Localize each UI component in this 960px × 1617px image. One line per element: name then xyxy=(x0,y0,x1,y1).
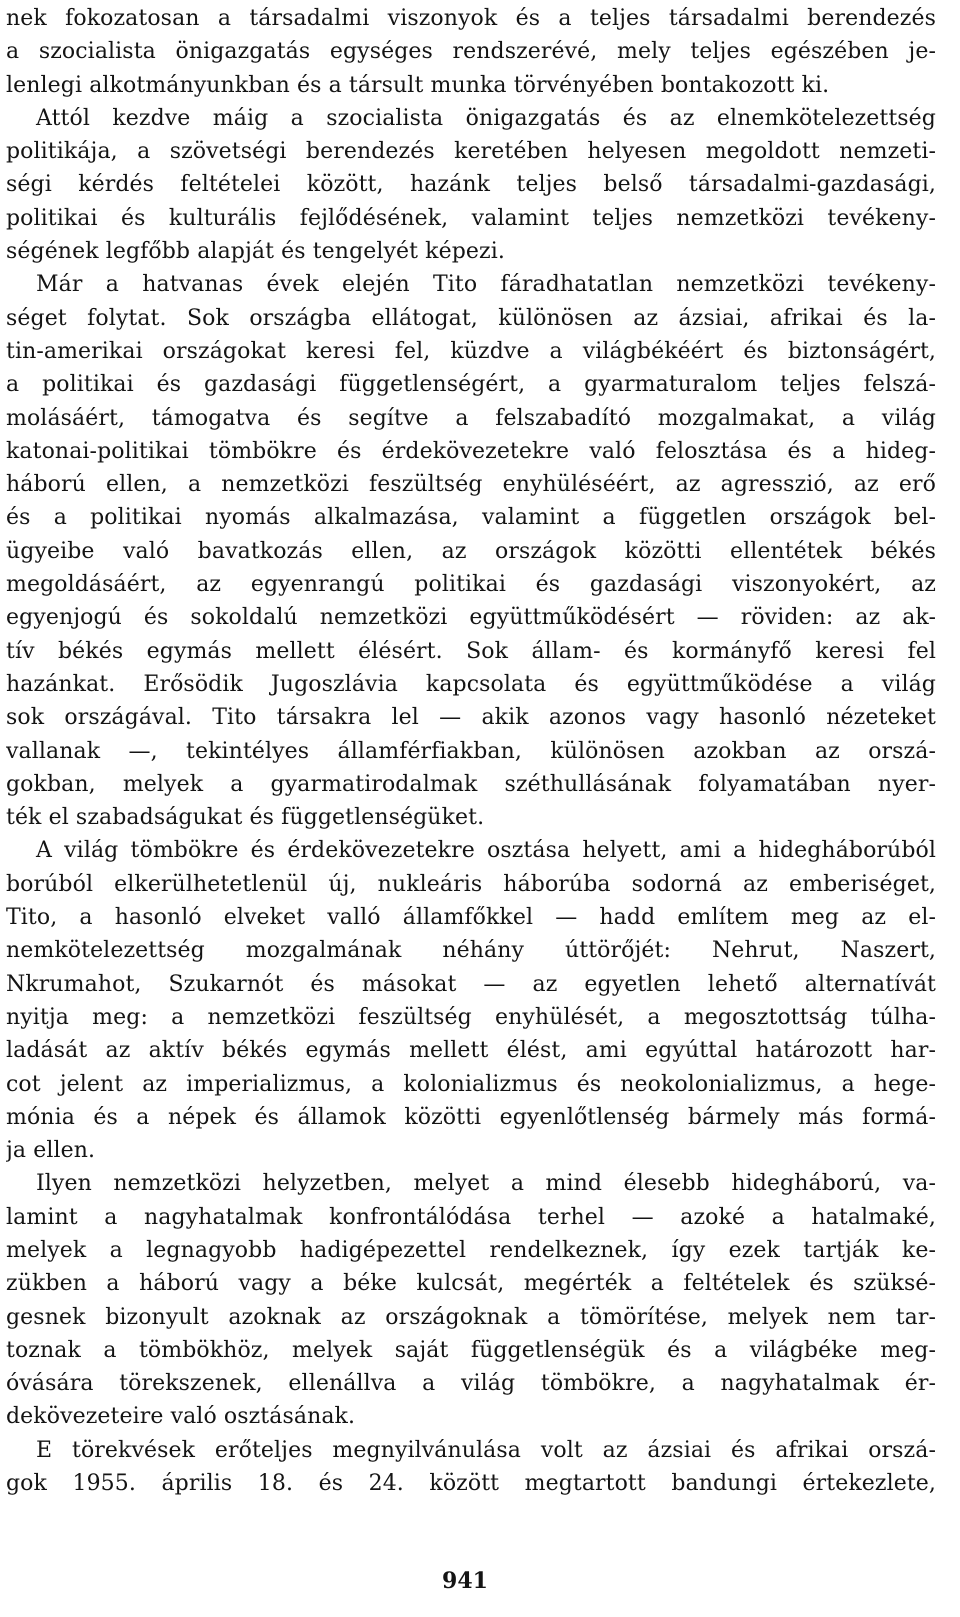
text-line: tív békés egymás mellett élésért. Sok állam- és kormányfő keresi fel xyxy=(6,638,936,664)
text-line: lamint a nagyhatalmak konfrontálódása terhel — azoké a hatalmaké, xyxy=(6,1204,936,1230)
paragraph-start-line: Attól kezdve máig a szocialista önigazgatás és az elnemkötelezettség xyxy=(36,105,936,131)
text-line: gesnek bizonyult azoknak az országoknak a tömörítése, melyek nem tar- xyxy=(6,1304,936,1330)
paragraph-start-line: Már a hatvanas évek elején Tito fáradhatatlan nemzetközi tevékeny- xyxy=(36,272,936,298)
body-text xyxy=(6,2,936,1500)
text-line: nemkötelezettség mozgalmának néhány úttörőjét: Nehrut, Naszert, xyxy=(6,938,936,964)
text-line: melyek a legnagyobb hadigépezettel rendelkeznek, így ezek tartják ke- xyxy=(6,1237,936,1263)
paragraph-start-line: E törekvések erőteljes megnyilvánulása volt az ázsiai és afrikai orszá- xyxy=(36,1437,936,1463)
text-line: zükben a háború vagy a béke kulcsát, megérték a feltételek és szüksé- xyxy=(6,1271,936,1297)
text-line: ügyeibe való bavatkozás ellen, az országok közötti ellentétek békés xyxy=(6,538,936,564)
text-line: és a politikai nyomás alkalmazása, valamint a független országok bel- xyxy=(6,505,936,531)
text-line: ségi kérdés feltételei között, hazánk teljes belső társadalmi-gazdasági, xyxy=(6,172,936,198)
text-line: dekövezeteire való osztásának. xyxy=(6,1404,356,1430)
text-line: politikai és kulturális fejlődésének, valamint teljes nemzetközi tevékeny- xyxy=(6,205,936,231)
text-line: megoldásáért, az egyenrangú politikai és gazdasági viszonyokért, az xyxy=(6,572,936,598)
text-line: mónia és a népek és államok közötti egyenlőtlenség bármely más formá- xyxy=(6,1104,936,1130)
text-line: sok országával. Tito társakra lel — akik azonos vagy hasonló nézeteket xyxy=(6,705,936,731)
text-line: lenlegi alkotmányunkban és a társult munka törvényében bontakozott ki. xyxy=(6,72,830,98)
text-line: nek fokozatosan a társadalmi viszonyok és a teljes társadalmi berendezés xyxy=(6,6,936,31)
text-line: Nkrumahot, Szukarnót és másokat — az egyetlen lehető alternatívát xyxy=(6,971,936,997)
text-line: ja ellen. xyxy=(6,1138,96,1164)
text-line: katonai-politikai tömbökre és érdekövezetekre való felosztása és a hideg- xyxy=(6,438,936,464)
text-line: gokban, melyek a gyarmatirodalmak széthullásának folyamatában nyer- xyxy=(6,771,936,797)
paragraph-start-line: A világ tömbökre és érdekövezetekre osztása helyett, ami a hidegháborúból xyxy=(36,838,936,864)
text-line: óvására törekszenek, ellenállva a világ tömbökre, a nagyhatalmak ér- xyxy=(6,1371,936,1397)
text-line: vallanak —, tekintélyes államférfiakban, különösen azokban az orszá- xyxy=(6,738,936,764)
text-line: politikája, a szövetségi berendezés keretében helyesen megoldott nemzeti- xyxy=(6,139,936,165)
text-line: tin-amerikai országokat keresi fel, küzdve a világbékéért és biztonságért, xyxy=(6,338,936,364)
text-line: séget folytat. Sok országba ellátogat, különösen az ázsiai, afrikai és la- xyxy=(6,305,936,331)
text-line: ladását az aktív békés egymás mellett élést, ami egyúttal határozott har- xyxy=(6,1038,936,1064)
text-line: a politikai és gazdasági függetlenségért, a gyarmaturalom teljes felszá- xyxy=(6,372,936,398)
page-number: 941 xyxy=(442,1568,488,1594)
paragraph-start-line: Ilyen nemzetközi helyzetben, melyet a mind élesebb hidegháború, va- xyxy=(36,1171,936,1197)
text-line: Tito, a hasonló elveket valló államfőkkel — hadd említem meg az el- xyxy=(6,905,936,931)
text-line: háború ellen, a nemzetközi feszültség enyhüléséért, az agresszió, az erő xyxy=(6,472,936,498)
text-line: borúból elkerülhetetlenül új, nukleáris háborúba sodorná az emberiséget, xyxy=(6,871,936,897)
text-line: ségének legfőbb alapját és tengelyét képezi. xyxy=(6,239,505,265)
text-line: cot jelent az imperializmus, a kolonializmus és neokolonializmus, a hege- xyxy=(6,1071,936,1097)
text-line: toznak a tömbökhöz, melyek saját függetlenségük és a világbéke meg- xyxy=(6,1337,936,1363)
text-line: ték el szabadságukat és függetlenségüket. xyxy=(6,805,485,831)
text-line: molásáért, támogatva és segítve a felszabadító mozgalmakat, a világ xyxy=(6,405,936,431)
text-line: gok 1955. április 18. és 24. között megtartott bandungi értekezlete, xyxy=(6,1471,936,1497)
text-line: egyenjogú és sokoldalú nemzetközi együttműködésért — röviden: az ak- xyxy=(6,605,936,631)
text-line: hazánkat. Erősödik Jugoszlávia kapcsolata és együttműködése a világ xyxy=(6,671,936,697)
text-line: a szocialista önigazgatás egységes rendszerévé, mely teljes egészében je- xyxy=(6,39,936,65)
text-line: nyitja meg: a nemzetközi feszültség enyhülését, a megosztottság túlha- xyxy=(6,1004,936,1030)
